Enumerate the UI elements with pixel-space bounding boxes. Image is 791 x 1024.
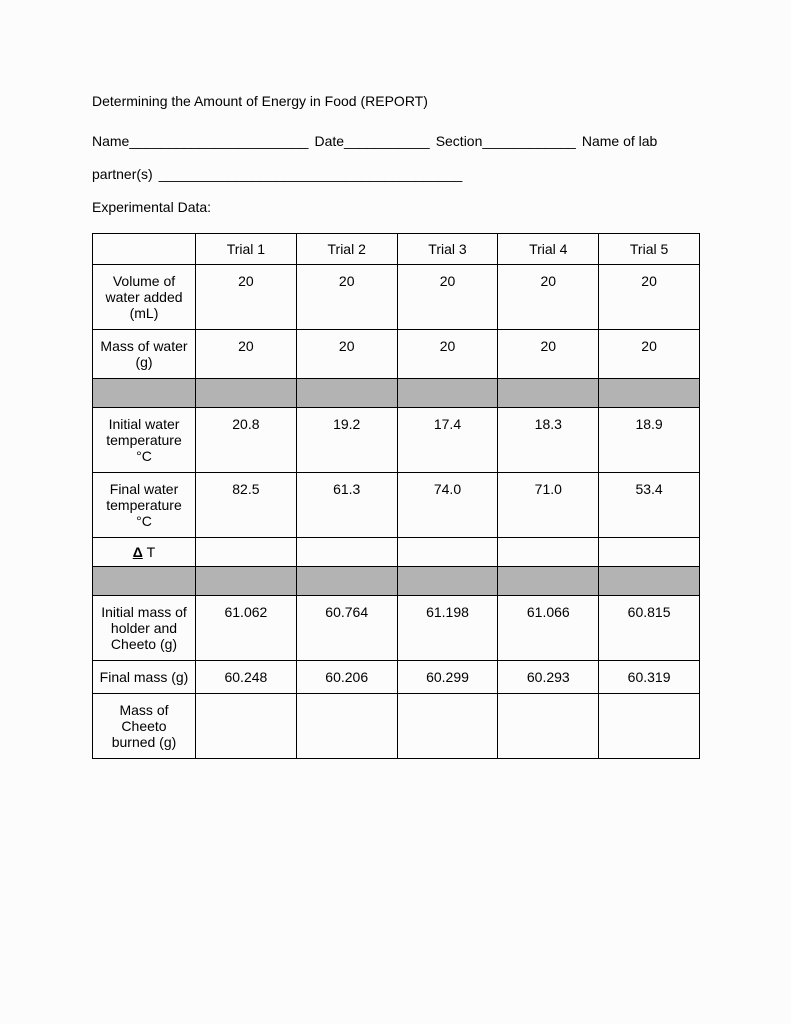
- separator-cell: [296, 379, 397, 408]
- document-title: Determining the Amount of Energy in Food (REPORT): [92, 93, 428, 109]
- data-cell: 61.066: [498, 596, 599, 661]
- experimental-data-heading: Experimental Data:: [92, 199, 212, 215]
- data-cell: [196, 694, 297, 759]
- section-label: Section: [435, 133, 483, 149]
- table-row: [93, 596, 700, 661]
- table-row: [93, 538, 700, 567]
- table-row: [93, 473, 700, 538]
- data-cell: [296, 538, 397, 567]
- separator-row: [93, 379, 700, 408]
- separator-cell: [196, 379, 297, 408]
- separator-cell: [397, 567, 498, 596]
- data-cell: [498, 694, 599, 759]
- data-cell: 60.293: [498, 661, 599, 694]
- data-cell: 18.3: [498, 408, 599, 473]
- separator-cell: [498, 379, 599, 408]
- data-cell: 20: [498, 265, 599, 330]
- row-label: Initial mass of holder and Cheeto (g): [93, 596, 196, 661]
- name-label: Name: [92, 133, 130, 149]
- data-cell: 19.2: [296, 408, 397, 473]
- table-header-row: [93, 234, 700, 265]
- data-cell: 61.3: [296, 473, 397, 538]
- data-cell: 20.8: [196, 408, 297, 473]
- row-label: Δ T: [93, 538, 196, 567]
- name-date-section-line: [92, 125, 702, 158]
- data-cell: 18.9: [599, 408, 700, 473]
- row-label: Final water temperature °C: [93, 473, 196, 538]
- data-cell: 60.206: [296, 661, 397, 694]
- experimental-data-table-body: [93, 234, 700, 759]
- data-cell: 60.319: [599, 661, 700, 694]
- separator-cell: [93, 567, 196, 596]
- data-cell: [599, 694, 700, 759]
- partner-line: [92, 158, 702, 191]
- data-cell: [397, 538, 498, 567]
- separator-cell: [599, 379, 700, 408]
- data-cell: 60.248: [196, 661, 297, 694]
- separator-cell: [397, 379, 498, 408]
- data-cell: 20: [599, 330, 700, 379]
- trial-header-cell: Trial 5: [599, 234, 700, 265]
- data-cell: 60.299: [397, 661, 498, 694]
- data-cell: [397, 694, 498, 759]
- data-cell: 82.5: [196, 473, 297, 538]
- table-row: [93, 330, 700, 379]
- separator-cell: [296, 567, 397, 596]
- separator-cell: [196, 567, 297, 596]
- date-blank-line[interactable]: ___________: [344, 133, 430, 149]
- partner-blank-line[interactable]: _______________________________________: [158, 166, 463, 182]
- data-cell: 20: [599, 265, 700, 330]
- name-blank-line[interactable]: _______________________: [129, 133, 309, 149]
- data-cell: 61.062: [196, 596, 297, 661]
- trial-header-cell: Trial 3: [397, 234, 498, 265]
- data-cell: 20: [397, 265, 498, 330]
- table-row: [93, 661, 700, 694]
- data-cell: 71.0: [498, 473, 599, 538]
- trial-header-cell: Trial 1: [196, 234, 297, 265]
- table-row: [93, 265, 700, 330]
- data-cell: 17.4: [397, 408, 498, 473]
- row-label: Volume of water added (mL): [93, 265, 196, 330]
- row-label: Initial water temperature °C: [93, 408, 196, 473]
- data-cell: [196, 538, 297, 567]
- separator-row: [93, 567, 700, 596]
- separator-cell: [498, 567, 599, 596]
- lab-partner-label-part1: Name of lab: [581, 133, 658, 149]
- data-cell: [296, 694, 397, 759]
- trial-header-cell: Trial 2: [296, 234, 397, 265]
- data-cell: 20: [196, 330, 297, 379]
- data-cell: 74.0: [397, 473, 498, 538]
- corner-cell: [93, 234, 196, 265]
- data-cell: 61.198: [397, 596, 498, 661]
- data-cell: 20: [498, 330, 599, 379]
- data-cell: 20: [397, 330, 498, 379]
- data-cell: 53.4: [599, 473, 700, 538]
- date-label: Date: [314, 133, 345, 149]
- row-label: Final mass (g): [93, 661, 196, 694]
- data-cell: [498, 538, 599, 567]
- worksheet-page: [92, 92, 702, 759]
- table-row: [93, 694, 700, 759]
- data-cell: 20: [196, 265, 297, 330]
- data-cell: [599, 538, 700, 567]
- data-cell: 60.764: [296, 596, 397, 661]
- separator-cell: [93, 379, 196, 408]
- section-blank-line[interactable]: ____________: [482, 133, 576, 149]
- data-cell: 20: [296, 330, 397, 379]
- experimental-data-table: [92, 233, 700, 759]
- table-row: [93, 408, 700, 473]
- row-label: Mass of water (g): [93, 330, 196, 379]
- data-cell: 20: [296, 265, 397, 330]
- separator-cell: [599, 567, 700, 596]
- trial-header-cell: Trial 4: [498, 234, 599, 265]
- data-cell: 60.815: [599, 596, 700, 661]
- row-label: Mass of Cheeto burned (g): [93, 694, 196, 759]
- lab-partner-label-part2: partner(s): [92, 166, 153, 182]
